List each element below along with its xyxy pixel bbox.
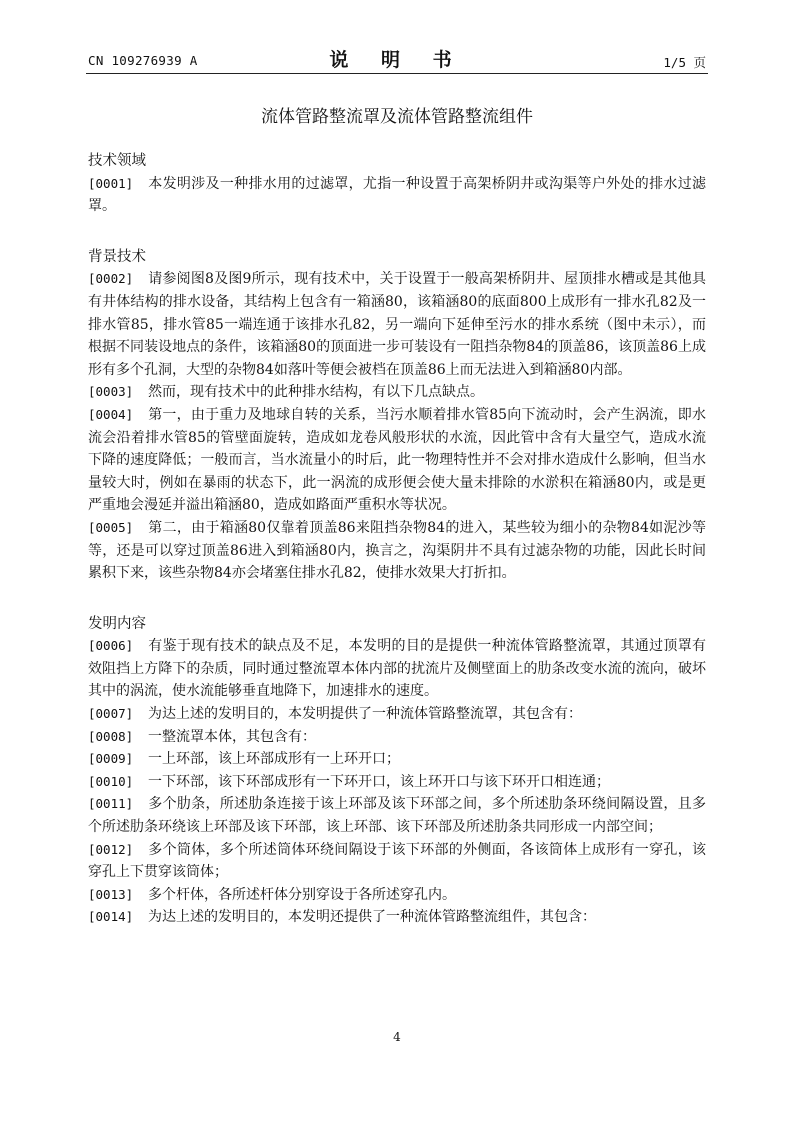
- section: [88, 246, 706, 585]
- section-heading: 发明内容: [88, 615, 146, 632]
- paragraph: [88, 793, 706, 838]
- publication-number: CN 109276939 A: [88, 53, 198, 68]
- paragraph-number: [0005]: [88, 519, 134, 535]
- paragraph: [88, 703, 706, 726]
- section: [88, 613, 706, 929]
- paragraph-text: 然而，现有技术中的此种排水结构，有以下几点缺点。: [148, 384, 484, 401]
- document-type-title: 说 明 书: [329, 49, 465, 71]
- paragraph: [88, 404, 706, 517]
- paragraph-text: 第二，由于箱涵80仅靠着顶盖86来阻挡杂物84的进入，某些较为细小的杂物84如泥沙等等，还是可以穿过顶盖86进入到箱涵80内，换言之，沟渠阴井不具有过滤杂物的功能，因此长时间累积下来，该些杂物84亦会堵塞住排水孔82，使排水效果大打折扣。: [88, 519, 706, 582]
- section-heading: 技术领域: [88, 153, 146, 169]
- section: [88, 150, 706, 218]
- paragraph-number: [0011]: [88, 796, 134, 812]
- paragraph: [88, 884, 706, 907]
- paragraph-text: 一下环部，该下环部成形有一下环开口，该上环开口与该下环开口相连通；: [148, 773, 610, 790]
- paragraph: [88, 268, 706, 381]
- paragraph-number: [0001]: [88, 175, 134, 191]
- patent-title: 流体管路整流罩及流体管路整流组件: [261, 107, 533, 127]
- page-header: [88, 48, 706, 72]
- paragraph: [88, 635, 706, 703]
- paragraph-number: [0014]: [88, 909, 134, 925]
- paragraph: [88, 906, 706, 929]
- section-heading: 背景技术: [88, 248, 146, 265]
- paragraph: [88, 839, 706, 884]
- paragraph-text: 多个杆体，各所述杆体分别穿设于各所述穿孔内。: [148, 886, 456, 903]
- paragraph-text: 多个肋条，所述肋条连接于该上环部及该下环部之间，多个所述肋条环绕间隔设置，且多个所述肋条环绕该上环部及该下环部，该上环部、该下环部及所述肋条共同形成一内部空间；: [88, 796, 706, 836]
- paragraph-text: 有鉴于现有技术的缺点及不足，本发明的目的是提供一种流体管路整流罩，其通过顶罩有效阻挡上方降下的杂质，同时通过整流罩本体内部的扰流片及侧壁面上的肋条改变水流的流向，破坏其中的涡流，使水流能够垂直地降下，加速排水的速度。: [88, 638, 706, 700]
- document-body: [88, 150, 706, 929]
- paragraph-text: 为达上述的发明目的，本发明还提供了一种流体管路整流组件，其包含：: [148, 909, 596, 926]
- paragraph: [88, 381, 706, 404]
- paragraph-text: 多个筒体，多个所述筒体环绕间隔设于该下环部的外侧面，各该筒体上成形有一穿孔，该穿孔上下贯穿该筒体；: [88, 841, 706, 881]
- paragraph: [88, 748, 706, 771]
- paragraph-text: 一整流罩本体，其包含有：: [148, 728, 316, 745]
- paragraph: [88, 173, 706, 218]
- paragraph-number: [0004]: [88, 406, 134, 422]
- section-gap: [88, 585, 706, 613]
- paragraph-number: [0009]: [88, 751, 134, 767]
- paragraph-number: [0012]: [88, 841, 134, 857]
- paragraph-text: 本发明涉及一种排水用的过滤罩，尤指一种设置于高架桥阴井或沟渠等户外处的排水过滤罩。: [88, 175, 706, 215]
- paragraph-number: [0013]: [88, 886, 134, 902]
- paragraph-text: 为达上述的发明目的，本发明提供了一种流体管路整流罩，其包含有：: [148, 706, 582, 723]
- paragraph-number: [0003]: [88, 384, 134, 400]
- paragraph-number: [0007]: [88, 706, 134, 722]
- paragraph-number: [0002]: [88, 271, 134, 287]
- header-rule: [86, 73, 708, 74]
- paragraph-number: [0006]: [88, 638, 134, 654]
- paragraph-text: 一上环部，该上环部成形有一上环开口；: [148, 751, 400, 768]
- page-ratio: 1/5 页: [663, 55, 706, 70]
- paragraph-number: [0008]: [88, 728, 134, 744]
- page-number: 4: [393, 1030, 401, 1044]
- paragraph: [88, 726, 706, 749]
- section-gap: [88, 218, 706, 246]
- paragraph: [88, 517, 706, 585]
- paragraph: [88, 771, 706, 794]
- paragraph-text: 第一，由于重力及地球自转的关系，当污水顺着排水管85向下流动时，会产生涡流，即水流会沿着排水管85的管壁面旋转，造成如龙卷风般形状的水流，因此管中含有大量空气，造成水流下降的速度降低；一般而言，当水流量小的时后，此一物理特性并不会对排水造成什么影响，但当水量较大时，例如在暴雨的状态下，此一涡流的成形便会使大量未排除的水淤积在箱涵80内，或是更严重地会漫延并溢出箱涵80，造成如路面严重积水等状况。: [88, 406, 706, 514]
- paragraph-number: [0010]: [88, 773, 134, 789]
- paragraph-text: 请参阅图8及图9所示，现有技术中，关于设置于一般高架桥阴井、屋顶排水槽或是其他具有井体结构的排水设备，其结构上包含有一箱涵80，该箱涵80的底面800上成形有一排水孔82及一排水管85，排水管85一端连通于该排水孔82，另一端向下延伸至污水的排水系统（图中未示），而根据不同装设地点的条件，该箱涵80的顶面进一步可装设有一阻挡杂物84的顶盖86，该顶盖86上成形有多个孔洞，大型的杂物84如落叶等便会被档在顶盖86上而无法进入到箱涵80内部。: [88, 271, 706, 378]
